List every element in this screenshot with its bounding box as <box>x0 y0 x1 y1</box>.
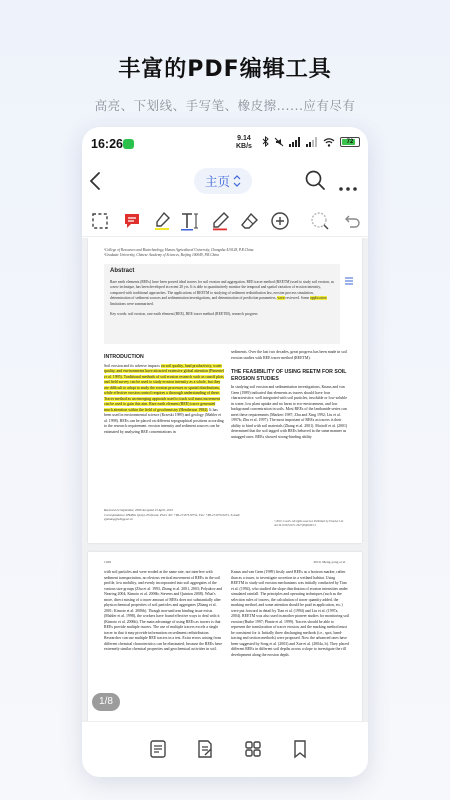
intro-text-part: Soil erosion and its adverse impacts <box>104 363 161 368</box>
undo-icon <box>342 211 362 231</box>
bookmark-icon <box>290 739 310 759</box>
area-search-tool[interactable] <box>308 209 332 233</box>
affiliation-line-2: ²Graduate University, Chinese Academy of Sciences, Beijing 100049, P.R.China <box>104 253 220 257</box>
promo-subtitle: 高亮、下划线、手写笔、橡皮擦......应有尽有 <box>94 98 356 113</box>
search-button[interactable] <box>304 169 326 195</box>
promo-title: 丰富的PDF编辑工具 <box>118 57 332 82</box>
home-title-dropdown[interactable] <box>194 168 252 194</box>
pen-icon <box>210 211 230 231</box>
footnote-line: Received 22 September, 2009 Accepted 13 April, 2010 <box>104 508 174 512</box>
plus-circle-icon <box>270 211 290 231</box>
eraser-tool[interactable] <box>238 209 262 233</box>
bluetooth-icon <box>262 136 269 147</box>
outline-toggle[interactable] <box>344 272 354 290</box>
eraser-icon <box>240 211 260 231</box>
intro-highlight-italic: et al. <box>104 374 112 379</box>
list-lines-icon <box>344 277 354 285</box>
signal-icon <box>289 137 301 147</box>
right-body-text: In studying soil erosion and sedimentation investigations, Knaus and van Geen (1989) indicated that elements as tracers should have four characteristics: well integrated with soil particles, insoluble or low-soluble in water, low plant uptake and no harm to eco-environment, and low background concentration in soils. Most REEs of the lanthanide series can meet these requirements (Markert 1987; Zhu and Xing 1992; Liu et al. 1997b; Zhu et al. 1997). The most important of REEs as tracers is their ability to bind with soil materials (Zhang et al. 2001). Mottoff et al. (2001) determined that the soil tagged with REEs behaved in the same manner as untagged ones. REEs showed strong-binding ability <box>231 385 348 439</box>
intro-text <box>104 364 224 436</box>
affiliation <box>104 248 324 258</box>
intro-highlight-part: 1995). Traditional methods of soil erosion research such as runoff plots and field survey can be used to study erosion intensity as a whole, but they are difficult to adopt to study the erosion processes or spatial distributions, while effective erosion control requires a thorough understanding of these. Tracer method as an emerging approach used to track soil mass movement can be used to gain this aim. Rare earth element (REE) tracer generated much attention within the field of geochemistry (Henderson 1984). <box>104 374 224 412</box>
outline-button[interactable] <box>145 736 171 762</box>
chevron-updown-icon <box>233 175 241 187</box>
text-cursor-icon <box>179 211 201 231</box>
right-intro-text: sediments. Over the last two decades, great progress has been made in soil erosion studies with REE tracer method (REETM). <box>231 350 347 360</box>
battery-icon <box>340 137 360 147</box>
highlight-mark[interactable]: application <box>310 296 327 301</box>
document-viewer[interactable] <box>82 238 368 721</box>
keywords: Key words: soil erosion, rare earth element (REE), REE tracer method (REETM), research progress <box>110 312 258 317</box>
bottom-bar <box>82 721 368 777</box>
page-header <box>104 560 346 564</box>
page-indicator: 1/8 <box>92 693 120 711</box>
page2-right-column: Knaus and van Geen (1989) firstly used REEs as a horizon marker, rather than as a tracer, to investigate accretion in a wetland habitat. Using REETM to study soil erosion mechanisms was initially conducted by Tian et al. (1994), who studied the slope distribution of erosion intensities under simulated rainfall. The principles and operating techniques (such as the selection rules of tracers, the calculation of tracer quantity added, the marking method, and some attention should be paid in application, etc.) were put forward in detail by Tian et al. (1994) and Liu et al. (1997a, 2004). REETM was also used in another pioneer studies for monitoring soil erosion (Ruthe 1997; Plante et al. 1999). Tracers should be able to represent the translocation of tracer erosion, and the marking method must be consistent for it. Initially three discharging methods (i.e., spot, band-tracing and section methods) were proposed. Now the advanced ones have been suggested by Song et al. (2003) and Xue et al. (2004a, b). They placed different REEs in different soil depths across a slope to investigate the rill development along the erosion depth. <box>231 570 349 657</box>
section-heading: THE FEASIBILITY OF USING REETM FOR SOIL EROSION STUDIES <box>231 369 347 382</box>
section-heading: INTRODUCTION <box>104 354 144 360</box>
intro-text-part: It has been used in environmental science (Krzeski 1989) and geology (Mahler et al. 1998). REEs can be placed on different topographical positions according to the research requirement. erosion intensity and sediment sources can be estimated by analyzing REE concentrations in <box>104 407 224 434</box>
abstract-text-part: limitations were summarized. <box>110 301 154 306</box>
select-tool[interactable] <box>88 209 112 233</box>
abstract-box <box>104 264 340 344</box>
add-tool[interactable] <box>268 209 292 233</box>
search-icon <box>304 169 326 191</box>
edit-toolbar <box>82 205 368 237</box>
wechat-notification-icon <box>123 139 134 149</box>
abstract-text-part: reviewed. Some <box>284 296 311 301</box>
comment-icon <box>122 211 142 231</box>
net-speed-unit: KB/s <box>236 143 252 150</box>
right-column <box>231 350 349 440</box>
abstract-text <box>110 280 334 307</box>
status-bar <box>82 127 368 161</box>
affiliation-line-1: ¹College of Resources and Biotechnology, Hunan Agricultural University, Changsha 410128, P.R.China <box>104 248 254 252</box>
mute-icon <box>274 137 284 147</box>
abstract-text-part: Rare earth elements (REEs) have been proved ideal tracers for soil erosion and aggregation. REE tracer method (REETM) used to study soil erosion, as a new technique, has been developed in recent 20 yrs. It is able to quantitatively monitor the temporal and spatial variation of erosion intensity, compared with traditional approaches. The applications of REETM to studying of sediment redistribution law, erosion process simulation, determination of sediment sources and sedimentation investigations, and determination of prediction parameters, <box>110 280 334 301</box>
edit-document-button[interactable] <box>192 736 218 762</box>
footnote <box>104 508 264 522</box>
battery-level: 72 <box>346 138 354 145</box>
more-dots-icon <box>338 186 358 192</box>
net-speed <box>236 135 252 151</box>
text-tool[interactable] <box>178 209 202 233</box>
highlight-mark[interactable]: were <box>277 296 285 301</box>
edit-doc-icon <box>195 739 215 759</box>
page-title: 主页 <box>204 174 230 189</box>
highlight-tool[interactable] <box>150 209 174 233</box>
pdf-page-2[interactable] <box>88 552 362 721</box>
status-time: 16:26 <box>91 137 123 151</box>
back-button[interactable] <box>88 171 102 195</box>
page-header-right: 2010, Meng-yang et al. <box>313 560 346 564</box>
more-button[interactable] <box>338 177 358 196</box>
footnote-line: Correspondence ZHANG Qunyi, Professor, Ph.D, Tel: +86-27-87510752, Fax: +86-27-87510251, E-mail: qyzhang@whigg.ac.cn <box>104 512 241 522</box>
grid-icon <box>243 739 263 759</box>
pen-tool[interactable] <box>208 209 232 233</box>
page2-left-column: with soil particles and were eroded at the same rate, not interfere with sediment transportation, no obvious vertical movement of REEs in the soil profile, low mobility, and evenly incorporated into soil aggregates of the various size groups (Zhu et al. 1993, Zhang et al. 2001, 2003; Polyakov and Nearing 2004; Kimoto et al. 2006b; Stevens and Quinton 2008). What's more, direct mixing of a tracer amount of REEs does not substantially alter physicochemical properties of soil particles and aggregates (Zhang et al. 2001; Kimoto et al. 2006b). Though non-uniform binding issue exists (Mahler et al. 1998), the workers have found effective ways to deal with it (Kimoto et al. 2006b). The main advantage of using REEs as tracers is that REEs provide multiple tracers. The use of multiple tracers excels a single tracer in that it may provide information on sediment redistribution. Researcher can use multiple REE tracers in a test. Extra errors arising from different chemical characteristics can be eliminated, because the REEs have extremely similar chemical properties and geochemical activities in soil. <box>104 570 223 651</box>
list-doc-icon <box>148 739 168 759</box>
chevron-left-icon <box>88 171 102 191</box>
intro-highlight-part: on soil quality, land productivity, water quality, and environments have attracted extensive global attention (Pimentel <box>104 363 224 373</box>
highlighter-icon <box>152 211 172 231</box>
bookmark-button[interactable] <box>287 736 313 762</box>
signal-icon-2 <box>306 137 318 147</box>
top-bar <box>82 161 368 201</box>
page-header-left: 1168 <box>104 560 111 564</box>
highlight-mark[interactable] <box>104 364 224 412</box>
thumbnail-grid-button[interactable] <box>240 736 266 762</box>
phone-screen <box>82 127 368 777</box>
wifi-icon <box>323 137 335 147</box>
left-column <box>104 350 224 435</box>
comment-tool[interactable] <box>120 209 144 233</box>
abstract-heading: Abstract <box>110 268 135 274</box>
pdf-page-1[interactable] <box>88 238 362 543</box>
undo-tool[interactable] <box>340 209 364 233</box>
net-speed-value: 9.14 <box>237 135 251 142</box>
copyright-note: ©2010, CAAS. All rights reserved. Published by Elsevier Ltd. doi:10.1016/S1671-2927(09)60203-3 <box>274 520 344 527</box>
select-box-icon <box>91 212 109 230</box>
search-circle-icon <box>310 211 330 231</box>
